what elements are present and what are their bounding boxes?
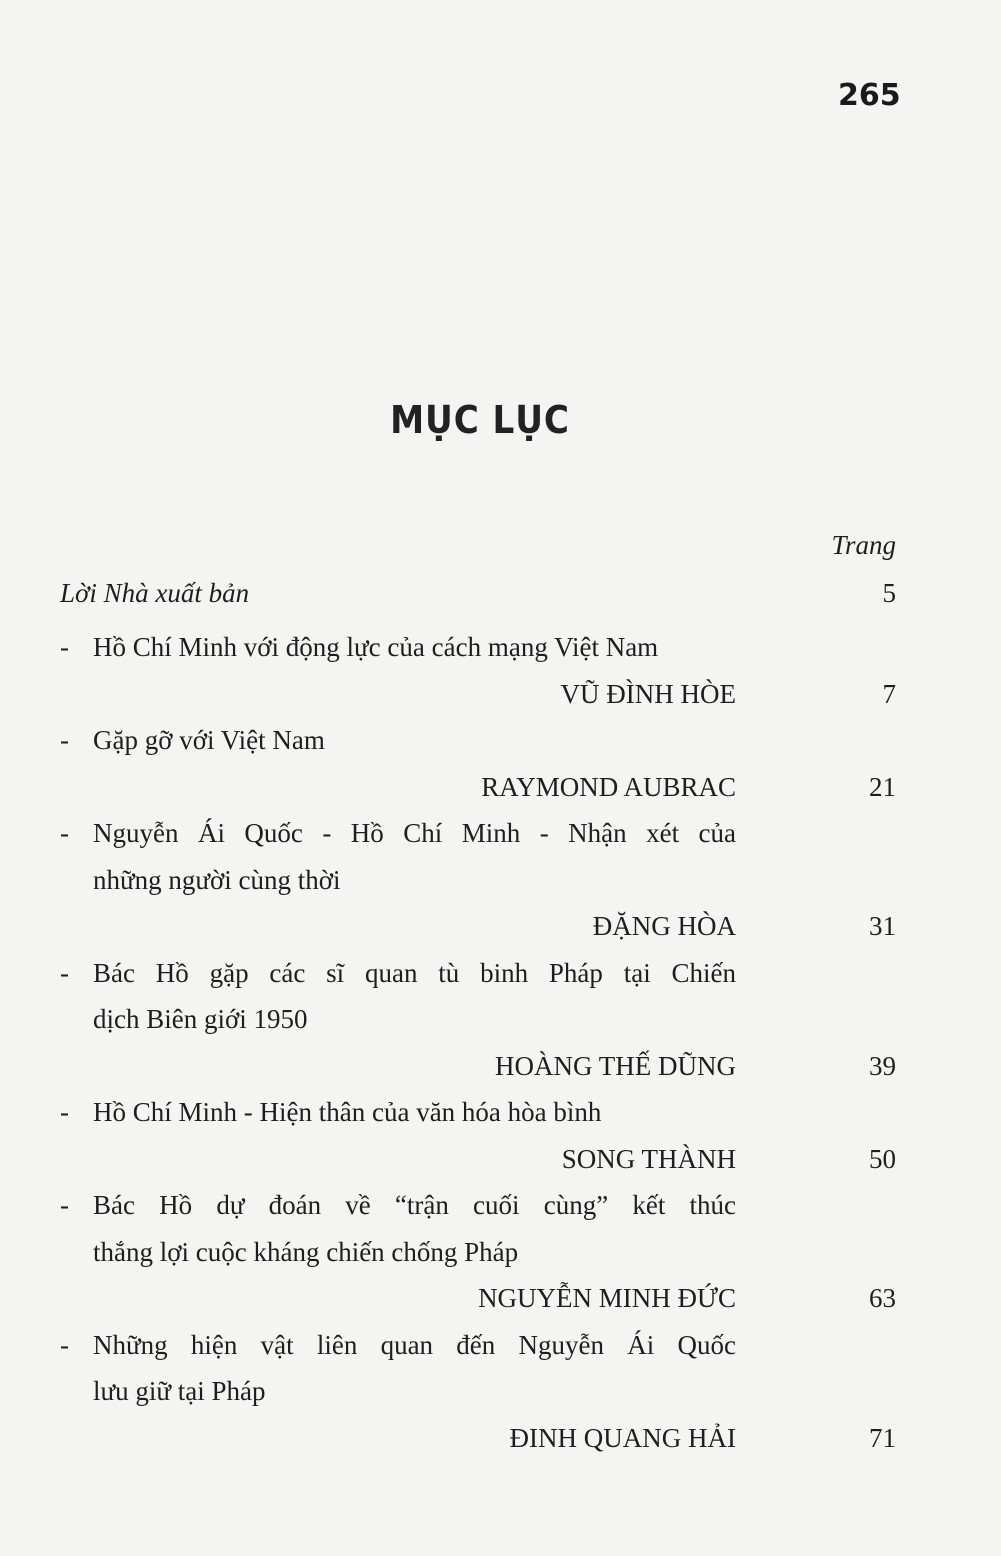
entry-title-line: Những hiện vật liên quan đến Nguyễn Ái Quốc [93,1329,736,1360]
entry-title-line: thắng lợi cuộc kháng chiến chống Pháp [93,1236,519,1267]
toc-entry [60,624,896,717]
entry-author-row [60,1136,896,1183]
entry-author: NGUYỄN MINH ĐỨC [478,1283,736,1313]
entry-page: 71 [869,1422,896,1453]
entry-author-row [60,671,896,718]
entry-author: RAYMOND AUBRAC [481,771,736,802]
toc-entry [60,810,896,950]
toc-entry [60,950,896,1090]
entry-title [60,1322,736,1415]
entry-author: HOÀNG THẾ DŨNG [495,1050,736,1081]
entry-title [60,624,736,671]
page-column-label: Trang [831,530,896,560]
entry-title [60,810,736,903]
entry-title-line: những người cùng thời [93,864,341,895]
preface-label: Lời Nhà xuất bản [60,578,250,608]
entry-dash: - [60,725,69,755]
toc-entry [60,717,896,810]
entry-page: 63 [869,1283,896,1313]
page-title: MỤC LỤC [390,398,570,442]
entry-page: 21 [869,771,896,802]
entry-author-row [60,1415,896,1462]
preface-page: 5 [882,578,896,608]
entry-title-line: Hồ Chí Minh với động lực của cách mạng Việt Nam [93,632,659,662]
entry-title-line: Hồ Chí Minh - Hiện thân của văn hóa hòa bình [93,1097,602,1127]
entry-title-line: Bác Hồ dự đoán về “trận cuối cùng” kết thúc [93,1190,736,1220]
toc-entry [60,1182,896,1322]
entry-author-row [60,903,896,950]
entry-dash: - [60,1190,69,1220]
entry-title [60,717,736,764]
page-number: 265 [838,78,901,113]
entry-page: 50 [869,1143,896,1174]
toc-entry [60,1089,896,1182]
entry-title-line: dịch Biên giới 1950 [93,1004,308,1034]
entry-dash: - [60,1329,69,1360]
entry-dash: - [60,1097,69,1127]
entry-page: 31 [869,911,896,941]
entry-author: ĐẶNG HÒA [592,911,736,941]
entry-page: 39 [869,1050,896,1081]
entry-author-row [60,1043,896,1090]
entry-page: 7 [882,678,896,709]
entry-dash: - [60,632,69,662]
entry-author-row [60,764,896,811]
entry-title-line: Bác Hồ gặp các sĩ quan tù binh Pháp tại Chiến [93,957,736,988]
toc-preface [60,578,896,609]
toc-entry [60,1322,896,1462]
entry-title [60,950,736,1043]
entry-author-row [60,1275,896,1322]
entry-title-line: lưu giữ tại Pháp [93,1376,266,1406]
entry-author: SONG THÀNH [561,1143,736,1174]
toc-list [60,624,896,1461]
entry-title [60,1182,736,1275]
entry-author: VŨ ĐÌNH HÒE [560,678,736,709]
entry-author: ĐINH QUANG HẢI [509,1422,736,1453]
entry-title [60,1089,736,1136]
entry-title-line: Nguyễn Ái Quốc - Hồ Chí Minh - Nhận xét của [93,818,736,848]
entry-dash: - [60,957,69,988]
entry-dash: - [60,818,69,848]
entry-title-line: Gặp gỡ với Việt Nam [93,725,325,755]
